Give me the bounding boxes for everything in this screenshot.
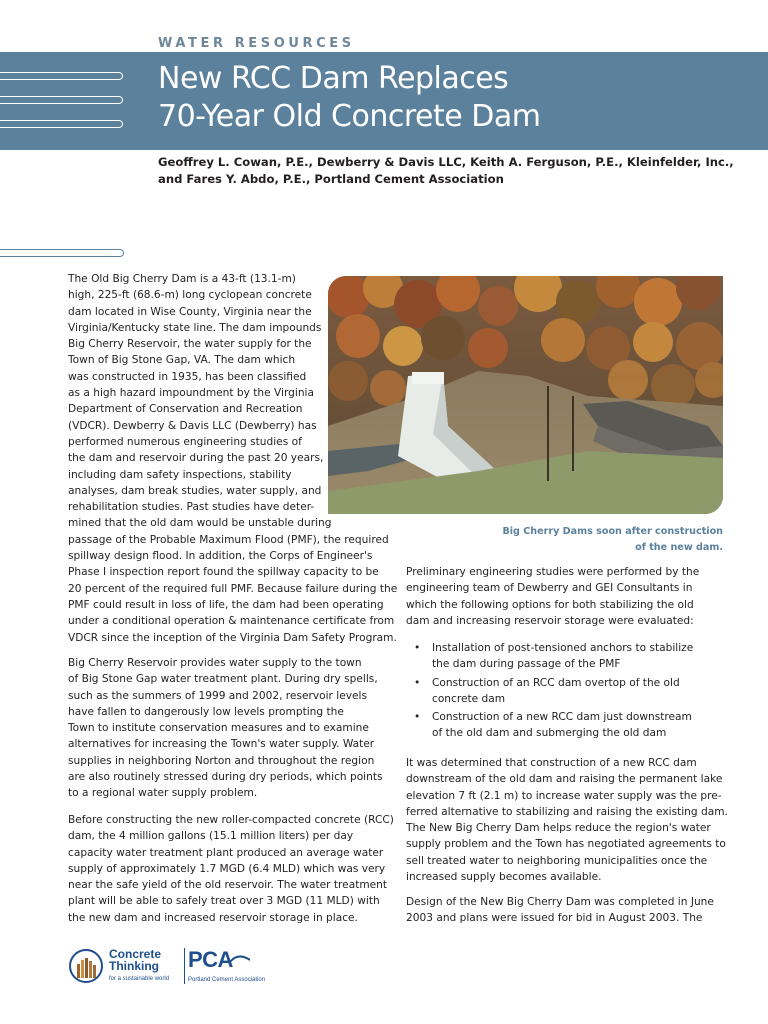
text-line: VDCR since the inception of the Virginia Dam Safety Program.	[68, 631, 397, 644]
text-line: alternatives for increasing the Town's water supply. Water	[68, 738, 375, 751]
pca-logo	[188, 946, 298, 988]
text-line: Department of Conservation and Recreation	[68, 403, 303, 416]
text-line: to a regional water supply problem.	[68, 787, 258, 800]
text-line: dam located in Wise County, Virginia near the	[68, 305, 312, 318]
text-line: The New Big Cherry Dam helps reduce the region's water	[406, 822, 711, 835]
text-line: ferred alternative to stabilizing and raising the existing dam.	[406, 805, 728, 818]
text-line: near the safe yield of the old reservoir. The water treatment	[68, 879, 388, 892]
list-item	[406, 675, 726, 708]
text-line: under a conditional operation & maintenance certificate from	[68, 615, 395, 628]
text-line: Big Cherry Reservoir provides water supply to the town	[68, 657, 362, 669]
right-paragraph-3	[406, 894, 726, 927]
text-line: Big Cherry Reservoir, the water supply for the	[68, 338, 312, 351]
list-item	[406, 709, 726, 742]
left-paragraph-3	[68, 812, 394, 926]
text-line: the dam and reservoir during the past 20 years,	[68, 452, 324, 465]
section-kicker: WATER RESOURCES	[158, 36, 355, 51]
text-line: 2003 and plans were issued for bid in August 2003. The	[406, 912, 703, 925]
caption-line: of the new dam.	[635, 542, 723, 553]
left-paragraph-1	[68, 271, 398, 646]
text-line: 20 percent of the required full PMF. Because failure during the	[68, 582, 398, 595]
right-paragraph-2	[406, 755, 726, 885]
text-line: the new dam and increased reservoir storage in place.	[68, 911, 358, 924]
text-line: dam and increasing reservoir storage were evaluated:	[406, 614, 694, 627]
text-line: are also routinely stressed during dry periods, which points	[68, 771, 383, 784]
text-line: The Old Big Cherry Dam is a 43-ft (13.1-m)	[68, 273, 296, 285]
bullet-line: Construction of a new RCC dam just downstream	[432, 711, 692, 724]
options-list	[406, 640, 726, 744]
text-line: plant will be able to safely treat over 3 MGD (11 MLD) with	[68, 895, 380, 908]
bullet-icon: •	[414, 711, 421, 724]
author-line-1: Geoffrey L. Cowan, P.E., Dewberry & Davis LLC, Keith A. Ferguson, P.E., Kleinfelder, Inc.,	[158, 155, 734, 169]
right-paragraph-1	[406, 564, 726, 629]
text-line: It was determined that construction of a new RCC dam	[406, 757, 697, 769]
text-line: supply problem and the Town has negotiated agreements to	[406, 838, 726, 851]
logo-text: Concrete	[109, 947, 162, 961]
text-line: as a high hazard impoundment by the Virginia	[68, 387, 314, 400]
text-line: Design of the New Big Cherry Dam was completed in June	[406, 896, 714, 908]
logo-text: Thinking	[109, 959, 159, 973]
text-line: analyses, dam break studies, water supply, and	[68, 484, 322, 497]
text-line: of Big Stone Gap water treatment plant. During dry spells,	[68, 673, 378, 686]
text-line: including dam safety inspections, stability	[68, 468, 292, 481]
text-line: was constructed in 1935, has been classified	[68, 370, 307, 383]
text-line: passage of the Probable Maximum Flood (PMF), the required	[68, 533, 389, 546]
bullet-line: Construction of an RCC dam overtop of the old	[432, 676, 680, 689]
text-line: Town to institute conservation measures and to examine	[68, 722, 369, 735]
text-line: engineering team of Dewberry and GEI Consultants in	[406, 582, 693, 595]
bullet-line: of the old dam and submerging the old dam	[432, 727, 667, 740]
logo-divider	[184, 948, 185, 984]
pca-name: Portland Cement Association	[188, 977, 266, 983]
concrete-thinking-icon	[68, 948, 104, 984]
decorative-pill	[0, 120, 123, 128]
left-paragraph-2	[68, 655, 388, 802]
text-line: Town of Big Stone Gap, VA. The dam which	[68, 354, 296, 367]
title-banner	[0, 52, 768, 150]
text-line: PMF could result in loss of life, the dam had been operating	[68, 598, 384, 611]
author-line-2: and Fares Y. Abdo, P.E., Portland Cement Association	[158, 172, 504, 186]
text-line: increased supply becomes available.	[406, 871, 602, 884]
list-item	[406, 640, 726, 673]
caption-line: Big Cherry Dams soon after construction	[502, 526, 723, 537]
text-line: sell treated water to neighboring municipalities once the	[406, 854, 708, 867]
text-line: which the following options for both stabilizing the old	[406, 598, 694, 611]
author-byline	[158, 154, 738, 188]
text-line: elevation 7 ft (2.1 m) to increase water supply was the pre-	[406, 789, 722, 802]
page-title-line-1: New RCC Dam Replaces	[158, 61, 509, 96]
text-line: mined that the old dam would be unstable during	[68, 517, 332, 530]
text-line: dam, the 4 million gallons (15.1 million liters) per day	[68, 830, 354, 843]
text-line: capacity water treatment plant produced an average water	[68, 846, 384, 859]
text-line: have fallen to dangerously low levels prompting the	[68, 705, 344, 718]
decorative-pill	[0, 96, 123, 104]
text-line: supply of approximately 1.7 MGD (6.4 MLD) which was very	[68, 862, 386, 875]
text-line: Preliminary engineering studies were performed by the	[406, 566, 700, 578]
text-line: such as the summers of 1999 and 2002, reservoir levels	[68, 689, 367, 702]
pca-swoosh-icon	[230, 952, 250, 964]
text-line: (VDCR). Dewberry & Davis LLC (Dewberry) has	[68, 419, 317, 432]
pca-logo-mark: PCA	[188, 947, 233, 972]
text-line: performed numerous engineering studies of	[68, 435, 302, 448]
page-title-line-2: 70-Year Old Concrete Dam	[158, 99, 541, 134]
text-line: Phase I inspection report found the spillway capacity to be	[68, 566, 379, 579]
photo-caption	[400, 524, 723, 556]
logo-tagline: for a sustainable world	[109, 976, 170, 982]
text-line: rehabilitation studies. Past studies have deter-	[68, 501, 315, 514]
text-line: supplies in neighboring Norton and throughout the region	[68, 754, 375, 767]
concrete-thinking-logo	[68, 946, 180, 988]
text-line: spillway design flood. In addition, the Corps of Engineer's	[68, 550, 373, 563]
text-line: downstream of the old dam and raising the permanent lake	[406, 773, 723, 786]
decorative-pill	[0, 72, 123, 80]
text-line: Before constructing the new roller-compacted concrete (RCC)	[68, 814, 394, 826]
bullet-icon: •	[414, 676, 421, 689]
text-line: high, 225-ft (68.6-m) long cyclopean concrete	[68, 289, 312, 302]
decorative-pill	[0, 249, 124, 257]
bullet-line: the dam during passage of the PMF	[432, 658, 621, 671]
bullet-icon: •	[414, 642, 421, 654]
text-line: Virginia/Kentucky state line. The dam impounds	[68, 321, 322, 334]
bullet-line: Installation of post-tensioned anchors to stabilize	[432, 642, 694, 654]
bullet-line: concrete dam	[432, 692, 506, 705]
